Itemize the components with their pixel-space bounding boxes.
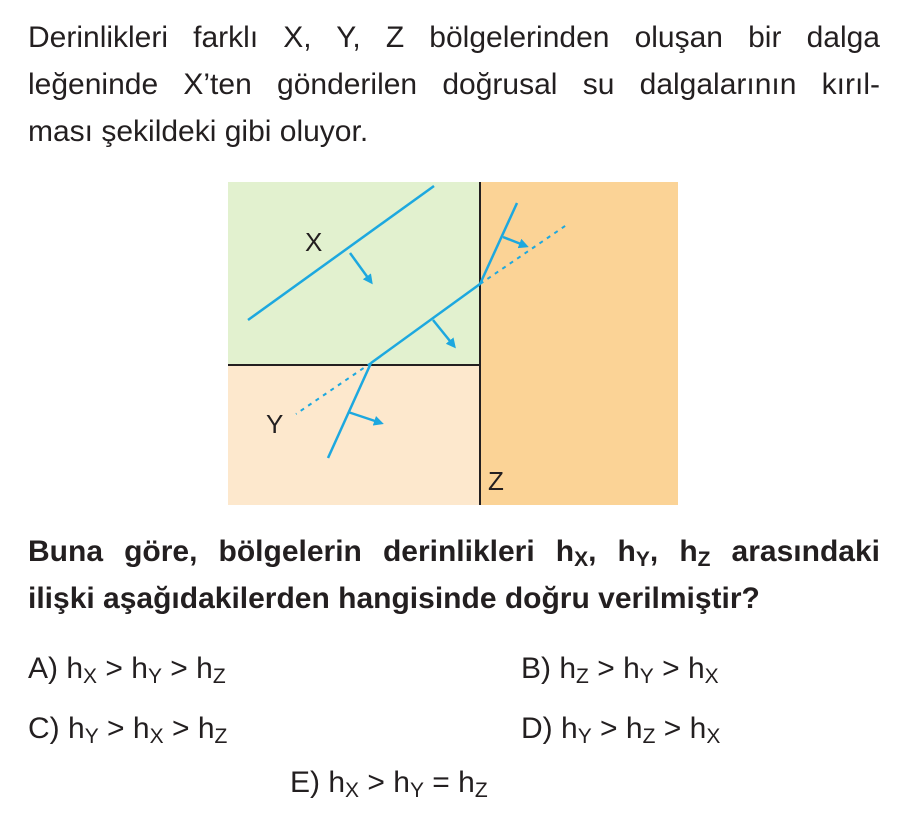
option-b[interactable]: B) $h_Z > h_Y > h_X$ bbox=[521, 652, 719, 688]
statement-line-3: ması şekildeki gibi oluyor. bbox=[28, 115, 369, 148]
option-d[interactable]: D) $h_Y > h_Z > h_X$ bbox=[521, 712, 721, 748]
option-e[interactable]: E) $h_X > h_Y = h_Z$ bbox=[290, 766, 488, 802]
question-line-1: Buna göre, bölgelerin derinlikleri $h_X$, $h_Y$, $h_Z$ arasındaki bbox=[28, 535, 880, 571]
problem-statement bbox=[28, 14, 880, 155]
region-z bbox=[480, 182, 678, 505]
question-text bbox=[28, 528, 880, 622]
label-y: Y bbox=[266, 409, 284, 439]
label-z: Z bbox=[488, 466, 504, 496]
option-c[interactable]: C) $h_Y > h_X > h_Z$ bbox=[28, 712, 228, 748]
statement-line-1: Derinlikleri farklı X, Y, Z bölgelerinden oluşan bir dalga bbox=[28, 21, 880, 54]
region-x bbox=[228, 182, 480, 365]
ripple-tank-figure bbox=[228, 180, 680, 506]
statement-line-2: leğeninde X’ten gönderilen doğrusal su dalgalarının kırıl- bbox=[28, 68, 880, 101]
option-a[interactable]: A) $h_X > h_Y > h_Z$ bbox=[28, 652, 226, 688]
label-x: X bbox=[305, 227, 323, 257]
question-line-2: ilişki aşağıdakilerden hangisinde doğru verilmiştir? bbox=[28, 582, 760, 615]
